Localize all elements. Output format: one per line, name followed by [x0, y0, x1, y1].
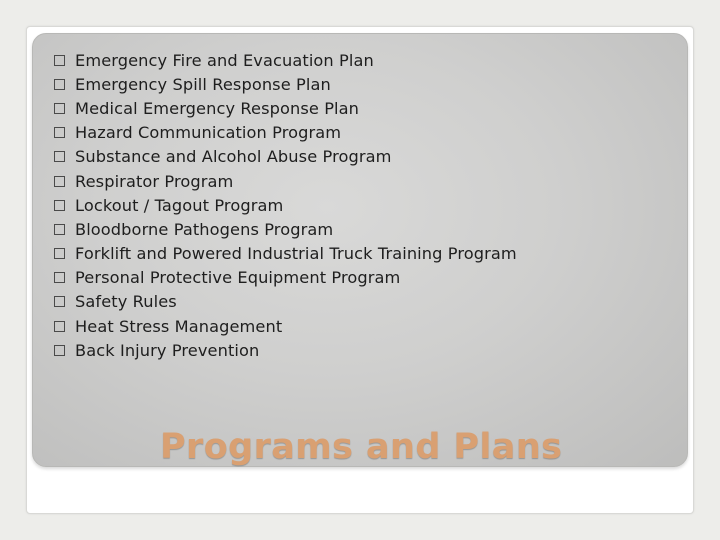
list-item	[54, 96, 517, 120]
square-bullet-icon	[54, 193, 67, 217]
list-item-label: Safety Rules	[75, 292, 177, 312]
list-item-label: Emergency Fire and Evacuation Plan	[75, 50, 374, 70]
list-item-label: Heat Stress Management	[75, 316, 283, 336]
list-item	[54, 242, 517, 266]
list-item	[54, 338, 517, 362]
square-bullet-icon	[54, 338, 67, 362]
list-item	[54, 72, 517, 96]
list-item-label: Medical Emergency Response Plan	[75, 98, 360, 118]
list-item	[54, 48, 517, 72]
list-item	[54, 314, 517, 338]
list-item	[54, 266, 517, 290]
list-item	[54, 145, 517, 169]
slide-title: Programs and Plans	[160, 427, 563, 467]
square-bullet-icon	[54, 145, 67, 169]
list-item-label: Bloodborne Pathogens Program	[75, 219, 334, 239]
list-item-label: Forklift and Powered Industrial Truck Training Program	[75, 244, 517, 264]
list-item-label: Emergency Spill Response Plan	[75, 74, 331, 94]
square-bullet-icon	[54, 217, 67, 241]
list-item	[54, 290, 517, 314]
square-bullet-icon	[54, 242, 67, 266]
list-item	[54, 217, 517, 241]
square-bullet-icon	[54, 314, 67, 338]
list-item-label: Personal Protective Equipment Program	[75, 268, 401, 288]
square-bullet-icon	[54, 96, 67, 120]
list-item	[54, 169, 517, 193]
square-bullet-icon	[54, 169, 67, 193]
list-item-label: Substance and Alcohol Abuse Program	[75, 147, 392, 167]
square-bullet-icon	[54, 266, 67, 290]
list-item-label: Respirator Program	[75, 171, 234, 191]
square-bullet-icon	[54, 121, 67, 145]
list-item-label: Hazard Communication Program	[75, 123, 342, 143]
list-item	[54, 121, 517, 145]
list-item	[54, 193, 517, 217]
square-bullet-icon	[54, 290, 67, 314]
square-bullet-icon	[54, 48, 67, 72]
bullet-list	[54, 48, 517, 362]
list-item-label: Back Injury Prevention	[75, 340, 260, 360]
list-item-label: Lockout / Tagout Program	[75, 195, 284, 215]
square-bullet-icon	[54, 72, 67, 96]
